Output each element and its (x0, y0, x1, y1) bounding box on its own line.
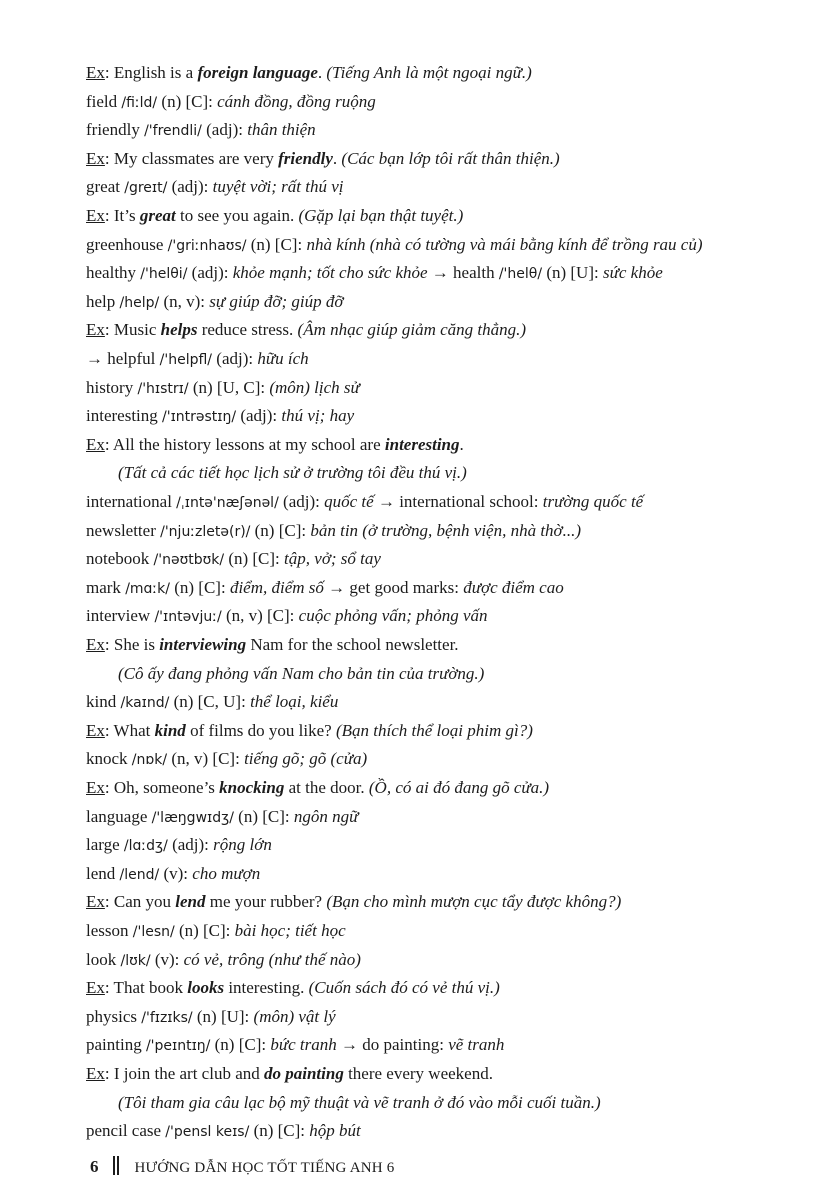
example-label: Ex (86, 63, 105, 82)
text: (n) [C]: (224, 549, 285, 569)
phonetic: /mɑːk/ (125, 580, 170, 597)
translation: sức khỏe (602, 263, 663, 283)
vocab-entry (86, 1035, 504, 1056)
vocab-entry (86, 378, 360, 399)
text: (n) [C]: (249, 1121, 310, 1141)
text: at the door. (284, 778, 369, 797)
text: (adj): (167, 177, 213, 197)
text: great (86, 177, 125, 197)
text: look (86, 949, 121, 969)
text: (n, v) [C]: (167, 749, 245, 769)
phonetic: /'nəʊtbʊk/ (153, 552, 225, 569)
translation: (môn) vật lý (253, 1006, 336, 1026)
text: : Can you (104, 892, 176, 912)
keyword: interviewing (159, 635, 247, 654)
phonetic: /'læŋgwɪdʒ/ (151, 809, 234, 826)
text: → international school: (373, 492, 543, 511)
keyword: kind (154, 720, 186, 740)
translation: tiếng gõ; gõ (cửa) (244, 749, 368, 769)
text: . (459, 434, 464, 454)
vocab-entry (86, 349, 309, 370)
text: history (86, 377, 138, 397)
text: pencil case (86, 1121, 166, 1141)
vocab-entry (86, 749, 367, 770)
translation: bản tin (ở trường, bệnh viện, nhà thờ...) (310, 520, 582, 540)
example-line (86, 149, 560, 169)
phonetic: /ˌɪntə'næʃənəl/ (176, 495, 279, 511)
translation: bài học; tiết học (234, 921, 346, 940)
vocab-entry (86, 864, 260, 885)
vocab-entry (86, 1007, 336, 1028)
text: (adj): (201, 120, 248, 140)
example-line (86, 206, 463, 226)
text: help (86, 291, 120, 311)
vocab-entry (86, 406, 354, 427)
phonetic: /greɪt/ (124, 180, 168, 197)
text: (v): (150, 949, 184, 969)
translation: (Các bạn lớp tôi rất thân thiện.) (341, 148, 560, 168)
keyword: do painting (263, 1064, 344, 1083)
text: to see you again. (175, 206, 299, 225)
vocab-entry (86, 921, 346, 942)
translation: sự giúp đỡ; giúp đỡ (209, 291, 344, 311)
text: greenhouse (86, 234, 168, 254)
phonetic: /'njuːzletə(r)/ (160, 523, 251, 540)
translation: có vẻ, trông (như thế nào) (183, 949, 361, 969)
translation: (Bạn thích thể loại phim gì?) (335, 720, 533, 740)
vocab-entry (86, 292, 343, 313)
text: field (86, 91, 122, 111)
book-title: HƯỚNG DẪN HỌC TỐT TIẾNG ANH 6 (134, 1160, 395, 1176)
keyword: foreign language (197, 63, 318, 82)
example-line (86, 978, 500, 998)
text: (n, v): (159, 291, 210, 311)
text: lend (86, 863, 120, 883)
example-label: Ex (86, 148, 105, 168)
text: physics (86, 1006, 142, 1026)
text: international (86, 492, 177, 511)
text: : I join the art club and (104, 1064, 264, 1083)
text: : What (104, 720, 155, 740)
example-label: Ex (86, 635, 105, 654)
vocab-entry (86, 692, 338, 713)
text: (n) [C]: (157, 91, 218, 111)
translation-line (118, 664, 484, 684)
example-label: Ex (86, 1064, 105, 1083)
text: (n, v) [C]: (221, 606, 299, 626)
translation: (môn) lịch sử (269, 377, 360, 397)
text: : That book (104, 978, 188, 998)
translation: cuộc phỏng vấn; phỏng vấn (298, 606, 488, 626)
translation: được điểm cao (463, 577, 564, 597)
phonetic: /'griːnhaʊs/ (167, 237, 247, 254)
text: → get good marks: (323, 577, 464, 597)
example-label: Ex (86, 720, 105, 740)
text: newsletter (86, 520, 161, 540)
translation: (Ồ, có ai đó đang gõ cửa.) (368, 778, 550, 797)
text: . (317, 63, 327, 82)
translation: cho mượn (192, 863, 261, 883)
phonetic: /'lesn/ (132, 924, 175, 940)
example-line (86, 1064, 493, 1084)
translation: điểm, điểm số (229, 577, 324, 597)
example-label: Ex (86, 434, 105, 454)
keyword: helps (160, 320, 198, 340)
example-label: Ex (86, 978, 105, 998)
text: friendly (86, 120, 145, 140)
text: (n) [C, U]: (169, 692, 251, 712)
translation: vẽ tranh (448, 1035, 505, 1055)
translation: thân thiện (247, 120, 316, 140)
text: painting (86, 1035, 146, 1055)
keyword: great (139, 206, 176, 225)
text: → do painting: (336, 1035, 449, 1055)
text: (adj): (187, 263, 233, 283)
phonetic: /'peɪntɪŋ/ (145, 1038, 211, 1055)
vocab-entry (86, 263, 663, 284)
vocab-entry (86, 120, 316, 141)
text: kind (86, 692, 121, 712)
phonetic: /'helθ/ (498, 266, 543, 283)
text: me your rubber? (205, 892, 327, 912)
phonetic: /nɒk/ (131, 752, 168, 769)
example-line (86, 635, 459, 655)
keyword: looks (187, 978, 225, 998)
text: reduce stress. (197, 320, 298, 340)
text: : English is a (104, 63, 198, 82)
example-label: Ex (86, 892, 105, 912)
translation: tuyệt vời; rất thú vị (212, 177, 344, 197)
phonetic: /'ɪntəvjuː/ (154, 609, 222, 626)
phonetic: /'hɪstrɪ/ (137, 380, 189, 397)
translation: rộng lớn (213, 835, 272, 855)
example-line (86, 435, 464, 455)
text: of films do you like? (185, 720, 336, 740)
phonetic: /help/ (119, 294, 160, 311)
translation-line (118, 1093, 601, 1113)
example-label: Ex (86, 320, 105, 340)
translation: trường quốc tế (542, 492, 644, 511)
text: → helpful (86, 349, 160, 368)
translation: ngôn ngữ (293, 806, 359, 826)
vocab-entry (86, 235, 703, 256)
example-line (86, 778, 549, 798)
phonetic: /'frendli/ (144, 123, 202, 140)
translation: (Tôi tham gia câu lạc bộ mỹ thuật và vẽ tranh ở đó vào mỗi cuối tuần.) (118, 1092, 601, 1112)
vocab-entry (86, 521, 581, 542)
translation: (Bạn cho mình mượn cục tẩy được không?) (326, 892, 622, 912)
translation: quốc tế (324, 492, 374, 511)
translation: hộp bút (309, 1121, 361, 1141)
translation: (Cô ấy đang phỏng vấn Nam cho bản tin của trường.) (118, 663, 485, 683)
phonetic: /kaɪnd/ (120, 695, 170, 712)
text: knock (86, 749, 132, 769)
translation: khỏe mạnh; tốt cho sức khỏe (232, 263, 428, 283)
text: (n) [U, C]: (188, 377, 270, 397)
phonetic: /'helpfl/ (159, 352, 213, 368)
text: (n) [C]: (250, 520, 311, 540)
footer-divider (113, 1156, 119, 1175)
page-number: 6 (90, 1157, 99, 1176)
translation: (Âm nhạc giúp giảm căng thẳng.) (297, 320, 527, 340)
text: lesson (86, 921, 133, 940)
phonetic: /'fɪzɪks/ (141, 1009, 193, 1026)
text: (n) [U]: (542, 263, 603, 283)
phonetic: /'pensl keɪs/ (165, 1124, 250, 1141)
translation: cánh đồng, đồng ruộng (217, 91, 376, 111)
text: : She is (104, 635, 160, 654)
keyword: knocking (219, 778, 285, 797)
text: healthy (86, 263, 141, 283)
translation: nhà kính (nhà có tường và mái bằng kính để trồng rau củ) (306, 234, 703, 254)
keyword: interesting (384, 434, 460, 454)
vocab-entry (86, 578, 564, 599)
vocab-entry (86, 807, 358, 828)
vocab-entry (86, 950, 361, 971)
vocab-entry (86, 606, 488, 627)
text: interesting. (224, 978, 309, 998)
vocab-entry (86, 492, 643, 513)
example-line (86, 892, 621, 912)
text: . (332, 148, 342, 168)
example-line (86, 63, 532, 83)
example-label: Ex (86, 778, 105, 797)
translation: thể loại, kiểu (250, 692, 339, 712)
translation: hữu ích (257, 349, 309, 368)
text: Nam for the school newsletter. (246, 635, 459, 654)
text: (n) [C]: (233, 806, 294, 826)
translation: thú vị; hay (281, 406, 355, 426)
text: mark (86, 577, 126, 597)
text: (adj): (236, 406, 282, 426)
text: : It’s (104, 206, 140, 225)
example-line (86, 721, 533, 741)
text: (n) [U]: (192, 1006, 254, 1026)
text: (adj): (278, 492, 325, 511)
translation: bức tranh (270, 1035, 337, 1055)
text: notebook (86, 549, 154, 569)
translation: (Tiếng Anh là một ngoại ngữ.) (326, 63, 532, 82)
text: there every weekend. (343, 1064, 493, 1083)
vocab-entry (86, 835, 272, 856)
text: : My classmates are very (104, 148, 279, 168)
example-label: Ex (86, 206, 105, 225)
text: (n) [C]: (169, 577, 230, 597)
vocab-entry (86, 1121, 361, 1142)
vocab-entry (86, 92, 376, 113)
text: : Music (104, 320, 161, 340)
text: large (86, 835, 124, 855)
phonetic: /'helθi/ (140, 266, 188, 283)
translation-line (118, 463, 467, 483)
text: (n) [C]: (246, 234, 307, 254)
translation: (Cuốn sách đó có vẻ thú vị.) (308, 978, 500, 998)
phonetic: /lʊk/ (120, 952, 151, 969)
vocab-entry (86, 549, 381, 570)
phonetic: /'ɪntrəstɪŋ/ (162, 409, 237, 426)
text: interview (86, 606, 155, 626)
keyword: friendly (278, 148, 333, 168)
text: (n) [C]: (174, 921, 235, 940)
translation: (Tất cả các tiết học lịch sử ở trường tôi đều thú vị.) (118, 463, 467, 483)
text: language (86, 806, 152, 826)
translation: tập, vở; sổ tay (284, 549, 381, 569)
text: → health (427, 263, 499, 283)
text: : Oh, someone’s (104, 778, 220, 797)
text: interesting (86, 406, 163, 426)
phonetic: /fiːld/ (121, 94, 158, 111)
text: (adj): (167, 835, 214, 855)
text: (adj): (212, 349, 258, 368)
vocab-entry (86, 177, 344, 198)
example-line (86, 320, 526, 340)
keyword: lend (175, 892, 206, 912)
text: (v): (159, 863, 193, 883)
phonetic: /lɑːdʒ/ (123, 838, 168, 855)
text: (n) [C]: (210, 1035, 271, 1055)
page-footer (90, 1156, 394, 1178)
text: : All the history lessons at my school are (104, 434, 385, 454)
phonetic: /lend/ (119, 866, 160, 883)
translation: (Gặp lại bạn thật tuyệt.) (298, 206, 464, 225)
